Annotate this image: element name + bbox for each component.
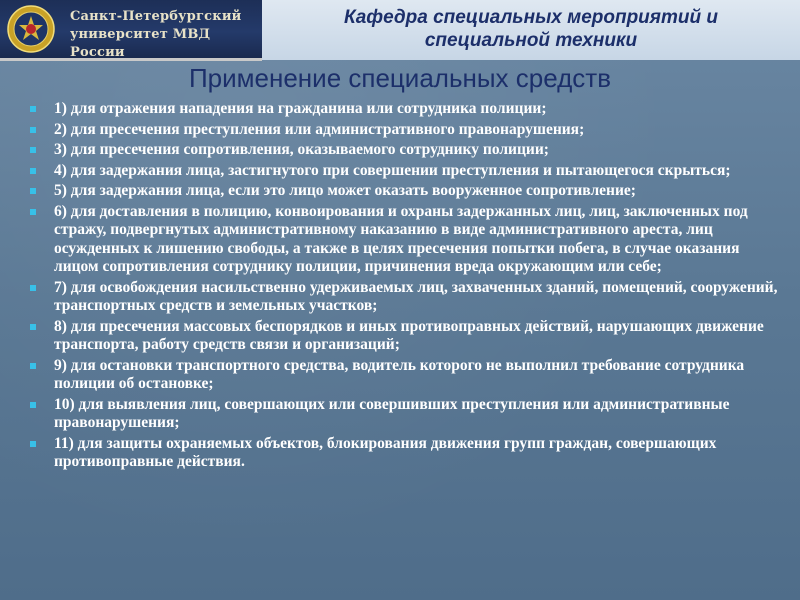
purpose-list	[22, 100, 782, 474]
slide-title: Применение специальных средств	[188, 63, 612, 93]
list-item-text: 4) для задержания лица, застигнутого при совершении преступления и пытающегося скрыться;	[54, 161, 731, 179]
list-item	[22, 141, 782, 160]
square-bullet-icon	[30, 168, 36, 174]
square-bullet-icon	[30, 402, 36, 408]
list-item-text: 11) для защиты охраняемых объектов, блокирования движения групп граждан, совершающих противоправные действия.	[54, 434, 717, 470]
list-item-text: 5) для задержания лица, если это лицо может оказать вооруженное сопротивление;	[54, 182, 636, 199]
square-bullet-icon	[30, 441, 36, 447]
police-emblem-icon	[6, 4, 56, 54]
square-bullet-icon	[30, 209, 36, 215]
list-item-text: 1) для отражения нападения на гражданина или сотрудника полиции;	[54, 100, 547, 117]
list-item	[22, 203, 782, 277]
university-name-line2: университет МВД России	[70, 27, 211, 60]
university-name	[70, 8, 256, 62]
list-item-text: 8) для пресечения массовых беспорядков и иных противоправных действий, нарушающих движение транспорта, работу средств связи и организаций;	[54, 317, 764, 353]
university-name-line1: Санкт-Петербургский	[70, 9, 242, 24]
square-bullet-icon	[30, 106, 36, 112]
list-item	[22, 100, 782, 119]
department-name-line2: специальной техники	[424, 30, 638, 51]
list-item-text: 2) для пресечения преступления или административного правонарушения;	[54, 120, 585, 138]
square-bullet-icon	[30, 188, 36, 194]
list-item	[22, 279, 782, 316]
square-bullet-icon	[30, 127, 36, 133]
department-name-line1: Кафедра специальных мероприятий и	[344, 7, 718, 28]
list-item	[22, 357, 782, 394]
list-item	[22, 182, 782, 201]
square-bullet-icon	[30, 285, 36, 291]
list-item	[22, 396, 782, 433]
university-banner	[0, 0, 262, 61]
list-item-text: 7) для освобождения насильственно удерживаемых лиц, захваченных зданий, помещений, сооружений, транспортных средств и земельных участков;	[54, 278, 778, 314]
list-item-text: 9) для остановки транспортного средства, водитель которого не выполнил требование сотрудника полиции об остановке;	[54, 356, 745, 392]
list-item	[22, 121, 782, 140]
slide-header	[0, 0, 800, 60]
list-item	[22, 435, 782, 472]
list-item-text: 10) для выявления лиц, совершающих или совершивших преступления или административные правонарушения;	[54, 395, 730, 431]
list-item-text: 3) для пресечения сопротивления, оказываемого сотруднику полиции;	[54, 141, 549, 158]
department-name	[262, 6, 800, 52]
list-item-text: 6) для доставления в полицию, конвоирования и охраны задержанных лиц, лиц, заключенных под стражу, подвергнутых административному наказанию в виде административного ареста, лиц осужденных к лишению свободы, а также в целях пресечения попытки побега, в случае оказания лицом сопротивления сотруднику полиции, причинения вреда окружающим или себе;	[54, 202, 748, 275]
department-banner	[262, 0, 800, 60]
list-item	[22, 318, 782, 355]
square-bullet-icon	[30, 363, 36, 369]
list-item	[22, 162, 782, 181]
square-bullet-icon	[30, 147, 36, 153]
square-bullet-icon	[30, 324, 36, 330]
